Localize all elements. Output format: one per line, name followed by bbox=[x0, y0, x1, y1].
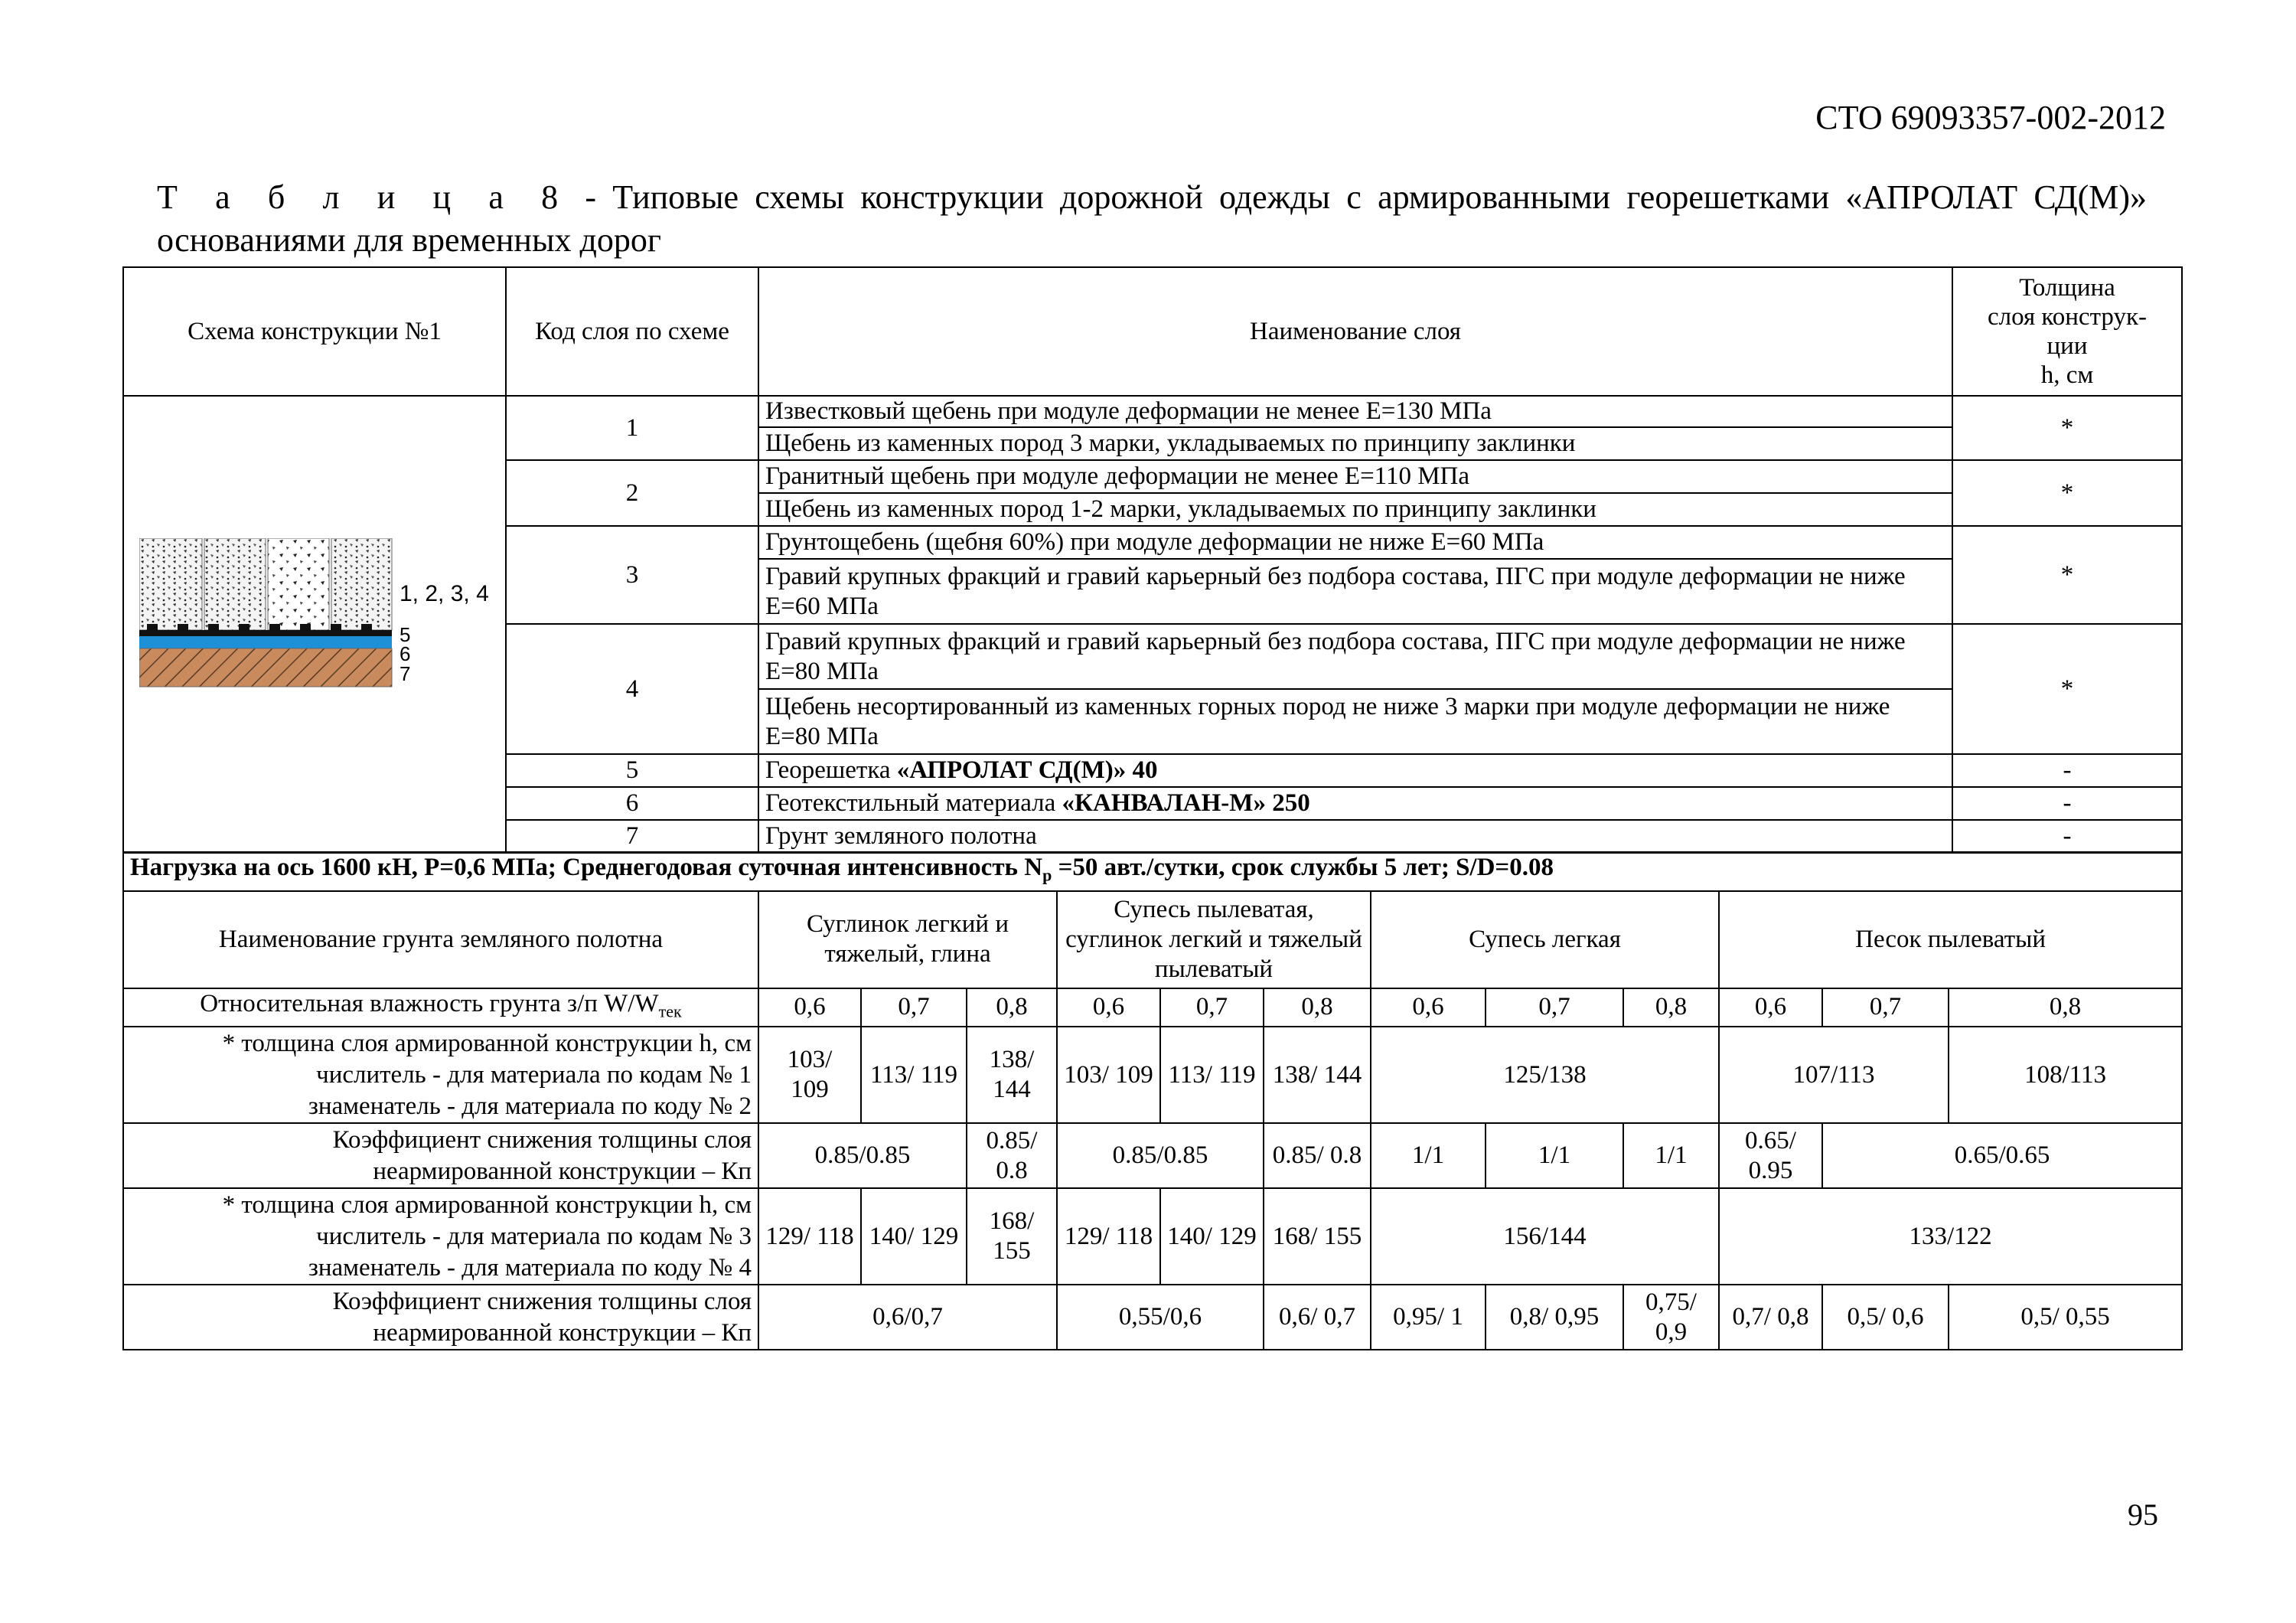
subgrade-soil-layer bbox=[139, 648, 392, 687]
layer-name: Грунтощебень (щебня 60%) при модуле деформации не ниже Е=60 МПа bbox=[758, 526, 1952, 559]
soil-table bbox=[122, 851, 2183, 1350]
layer-code: 7 bbox=[506, 820, 758, 853]
humidity-value: 0,6 bbox=[758, 988, 861, 1027]
soil-header-row bbox=[123, 891, 2182, 988]
header-thickness-line: h, см bbox=[2040, 361, 2094, 389]
coefficient-1-2-row bbox=[123, 1123, 2182, 1188]
coefficient-value: 0,5/ 0,6 bbox=[1822, 1285, 1949, 1350]
humidity-value: 0,6 bbox=[1057, 988, 1160, 1027]
scheme-label-layers: 1, 2, 3, 4 bbox=[400, 581, 489, 606]
load-subscript: р bbox=[1042, 865, 1052, 885]
coefficient-value: 0.85/0.85 bbox=[1057, 1123, 1264, 1188]
layer-thickness: - bbox=[1952, 754, 2182, 787]
thickness-value: 168/ 155 bbox=[967, 1188, 1057, 1285]
scheme-label-5: 5 bbox=[400, 623, 411, 646]
humidity-value: 0,6 bbox=[1371, 988, 1486, 1027]
layer-code: 6 bbox=[506, 787, 758, 820]
humidity-label-text: Относительная влажность грунта з/п W/W bbox=[200, 989, 659, 1017]
layer-name: Щебень несортированный из каменных горных пород не ниже 3 марки при модуле деформации не ниже Е=80 МПа bbox=[758, 689, 1952, 754]
scheme-label-6: 6 bbox=[400, 642, 411, 665]
scheme-label-7: 7 bbox=[400, 662, 411, 685]
soil-type: Суглинок легкий и тяжелый, глина bbox=[758, 891, 1057, 988]
layer-name: Гравий крупных фракций и гравий карьерный без подбора состава, ПГС при модуле деформации не ниже Е=80 МПа bbox=[758, 624, 1952, 689]
humidity-value: 0,7 bbox=[1822, 988, 1949, 1027]
header-thickness-line: Толщина bbox=[2019, 274, 2115, 302]
thickness-1-2-row bbox=[123, 1027, 2182, 1123]
soil-type: Песок пылеватый bbox=[1719, 891, 2182, 988]
construction-scheme-cell bbox=[123, 396, 506, 853]
layer-name bbox=[758, 787, 1952, 820]
geotextile-layer bbox=[139, 636, 392, 648]
header-thickness bbox=[1952, 267, 2182, 396]
thickness-3-4-row bbox=[123, 1188, 2182, 1285]
coefficient-value: 0,6/0,7 bbox=[758, 1285, 1057, 1350]
thickness-value: 156/144 bbox=[1371, 1188, 1719, 1285]
layer-name-prefix: Геотекстильный материала bbox=[765, 789, 1062, 817]
soil-header-label: Наименование грунта земляного полотна bbox=[123, 891, 758, 988]
humidity-label-subscript: тек bbox=[658, 1001, 682, 1021]
layer-name bbox=[758, 754, 1952, 787]
document-code: СТО 69093357-002-2012 bbox=[1815, 99, 2166, 136]
coefficient-value: 0,75/ 0,9 bbox=[1623, 1285, 1719, 1350]
coefficient-value: 1/1 bbox=[1371, 1123, 1486, 1188]
thickness-value: 133/122 bbox=[1719, 1188, 2182, 1285]
layer-name-prefix: Георешетка bbox=[765, 756, 897, 784]
coefficient-value: 0,7/ 0,8 bbox=[1719, 1285, 1822, 1350]
thickness-value: 108/113 bbox=[1949, 1027, 2182, 1123]
layer-name: Гранитный щебень при модуле деформации не менее Е=110 МПа bbox=[758, 460, 1952, 493]
label-line: * толщина слоя армированной конструкции h, см bbox=[222, 1190, 752, 1219]
layer-name: Гравий крупных фракций и гравий карьерный без подбора состава, ПГС при модуле деформации не ниже Е=60 МПа bbox=[758, 559, 1952, 624]
load-row bbox=[123, 852, 2182, 891]
layer-name: Известковый щебень при модуле деформации не менее Е=130 МПа bbox=[758, 396, 1952, 427]
humidity-value: 0,7 bbox=[1160, 988, 1264, 1027]
layer-code: 5 bbox=[506, 754, 758, 787]
layer-3-block bbox=[268, 538, 329, 630]
thickness-value: 107/113 bbox=[1719, 1027, 1949, 1123]
layer-name-product: «АПРОЛАТ СД(М)» 40 bbox=[896, 756, 1158, 784]
layer-thickness: - bbox=[1952, 820, 2182, 853]
coefficient-value: 0,5/ 0,55 bbox=[1949, 1285, 2182, 1350]
coefficient-value: 0,55/0,6 bbox=[1057, 1285, 1264, 1350]
layer-thickness: * bbox=[1952, 396, 2182, 460]
humidity-value: 0,8 bbox=[1264, 988, 1371, 1027]
layer-thickness: * bbox=[1952, 460, 2182, 526]
layer-row bbox=[123, 396, 2182, 427]
humidity-value: 0,8 bbox=[1949, 988, 2182, 1027]
label-line: Коэффициент снижения толщины слоя bbox=[332, 1287, 752, 1315]
thickness-value: 103/ 109 bbox=[758, 1027, 861, 1123]
thickness-3-4-label bbox=[123, 1188, 758, 1285]
header-code: Код слоя по схеме bbox=[506, 267, 758, 396]
layer-thickness: - bbox=[1952, 787, 2182, 820]
label-line: неармированной конструкции – Кп bbox=[373, 1318, 752, 1347]
layers-table bbox=[122, 266, 2183, 854]
thickness-value: 125/138 bbox=[1371, 1027, 1719, 1123]
thickness-value: 138/ 144 bbox=[1264, 1027, 1371, 1123]
layer-4-block bbox=[331, 538, 392, 630]
humidity-value: 0,7 bbox=[861, 988, 967, 1027]
thickness-value: 103/ 109 bbox=[1057, 1027, 1160, 1123]
thickness-value: 168/ 155 bbox=[1264, 1188, 1371, 1285]
load-text: Нагрузка на ось 1600 кН, Р=0,6 МПа; Среднегодовая суточная интенсивность N bbox=[130, 854, 1043, 881]
thickness-value: 113/ 119 bbox=[861, 1027, 967, 1123]
thickness-1-2-label bbox=[123, 1027, 758, 1123]
coefficient-value: 0,6/ 0,7 bbox=[1264, 1285, 1371, 1350]
page-number: 95 bbox=[2128, 1497, 2158, 1532]
thickness-value: 113/ 119 bbox=[1160, 1027, 1264, 1123]
coefficient-value: 1/1 bbox=[1623, 1123, 1719, 1188]
humidity-value: 0,6 bbox=[1719, 988, 1822, 1027]
coefficient-label bbox=[123, 1285, 758, 1350]
table-caption bbox=[157, 176, 2147, 262]
coefficient-value: 0.85/ 0.8 bbox=[1264, 1123, 1371, 1188]
soil-type: Супесь пылеватая, суглинок легкий и тяжелый пылеватый bbox=[1057, 891, 1371, 988]
layers-header-row bbox=[123, 267, 2182, 396]
humidity-value: 0,8 bbox=[967, 988, 1057, 1027]
caption-text: - Типовые схемы конструкции дорожной одежды с армированными георешетками «АПРОЛАТ СД(М)» основаниями для временных дорог bbox=[157, 178, 2148, 259]
layer-2-block bbox=[204, 538, 266, 630]
layer-name-product: «КАНВАЛАН-М» 250 bbox=[1062, 789, 1310, 817]
layer-1-block bbox=[139, 538, 202, 630]
coefficient-value: 0.85/ 0.8 bbox=[967, 1123, 1057, 1188]
humidity-label bbox=[123, 988, 758, 1027]
thickness-value: 140/ 129 bbox=[1160, 1188, 1264, 1285]
layer-name: Щебень из каменных пород 3 марки, укладываемых по принципу заклинки bbox=[758, 427, 1952, 460]
label-line: * толщина слоя армированной конструкции h, см bbox=[222, 1029, 752, 1057]
caption-table-number: Т а б л и ц а 8 bbox=[157, 178, 569, 216]
layer-code: 1 bbox=[506, 396, 758, 460]
load-conditions bbox=[123, 852, 2182, 891]
header-scheme: Схема конструкции №1 bbox=[123, 267, 506, 396]
layer-code: 2 bbox=[506, 460, 758, 526]
humidity-row bbox=[123, 988, 2182, 1027]
header-name: Наименование слоя bbox=[758, 267, 1952, 396]
load-text-end: =50 авт./сутки, срок службы 5 лет; S/D=0.08 bbox=[1052, 854, 1554, 881]
label-line: числитель - для материала по кодам № 3 bbox=[316, 1222, 752, 1250]
coefficient-value: 0.65/ 0.95 bbox=[1719, 1123, 1822, 1188]
coefficient-value: 0,95/ 1 bbox=[1371, 1285, 1486, 1350]
layer-name: Грунт земляного полотна bbox=[758, 820, 1952, 853]
coefficient-value: 0.65/0.65 bbox=[1822, 1123, 2182, 1188]
label-line: неармированной конструкции – Кп bbox=[373, 1157, 752, 1185]
thickness-value: 129/ 118 bbox=[758, 1188, 861, 1285]
layer-name: Щебень из каменных пород 1-2 марки, укладываемых по принципу заклинки bbox=[758, 493, 1952, 526]
coefficient-value: 1/1 bbox=[1486, 1123, 1623, 1188]
label-line: числитель - для материала по кодам № 1 bbox=[316, 1060, 752, 1089]
header-thickness-line: ции bbox=[2047, 332, 2088, 360]
coefficient-3-4-row bbox=[123, 1285, 2182, 1350]
coefficient-value: 0,8/ 0,95 bbox=[1486, 1285, 1623, 1350]
layer-code: 3 bbox=[506, 526, 758, 624]
coefficient-label bbox=[123, 1123, 758, 1188]
layer-thickness: * bbox=[1952, 624, 2182, 754]
label-line: знаменатель - для материала по коду № 2 bbox=[308, 1092, 752, 1120]
layer-thickness: * bbox=[1952, 526, 2182, 624]
thickness-value: 129/ 118 bbox=[1057, 1188, 1160, 1285]
humidity-value: 0,8 bbox=[1623, 988, 1719, 1027]
humidity-value: 0,7 bbox=[1486, 988, 1623, 1027]
thickness-value: 138/ 144 bbox=[967, 1027, 1057, 1123]
label-line: Коэффициент снижения толщины слоя bbox=[332, 1125, 752, 1154]
geogrid-layer bbox=[139, 630, 392, 636]
construction-scheme-diagram bbox=[139, 538, 491, 691]
thickness-value: 140/ 129 bbox=[861, 1188, 967, 1285]
header-thickness-line: слоя конструк- bbox=[1988, 303, 2147, 331]
coefficient-value: 0.85/0.85 bbox=[758, 1123, 967, 1188]
soil-type: Супесь легкая bbox=[1371, 891, 1719, 988]
layer-code: 4 bbox=[506, 624, 758, 754]
label-line: знаменатель - для материала по коду № 4 bbox=[308, 1253, 752, 1282]
